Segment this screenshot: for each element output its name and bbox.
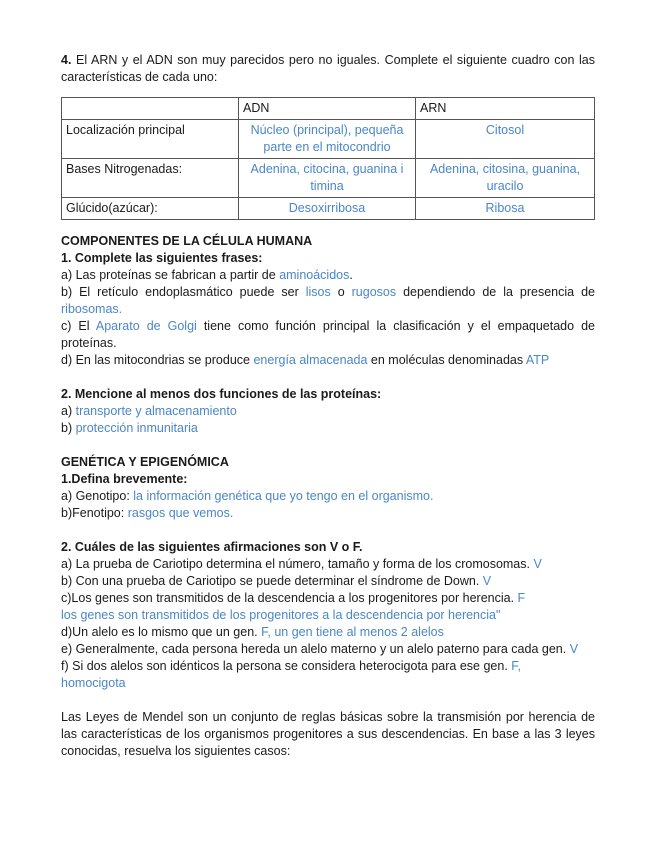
sentence-text: en moléculas denominadas [367,353,526,367]
sentence-text: tiene como función principal la clasificación y el empaquetado de proteínas. [61,319,596,350]
table-header-cell: ARN [416,98,595,120]
table-cell: Ribosa [416,198,595,220]
sentence-text: d) En las mitocondrias se produce [61,353,254,367]
sentence-text: . [349,268,353,282]
answer: la información genética que yo tengo en el organismo. [133,489,434,503]
statement-d [61,624,595,641]
sentence-text: a) [61,404,76,418]
definition-b [61,505,595,522]
answer: V [533,557,542,571]
table-cell: Desoxirribosa [239,198,416,220]
table-cell: Bases Nitrogenadas: [62,159,239,198]
table-cell: Localización principal [62,120,239,159]
sentence-text: c)Los genes son transmitidos de la descendencia a los progenitores por herencia. [61,591,518,605]
statement-b [61,573,595,590]
answer: ribosomas. [61,302,123,316]
answer: F, [511,659,522,673]
section-heading: COMPONENTES DE LA CÉLULA HUMANA [61,234,313,248]
sentence-text: a) Genotipo: [61,489,134,503]
question-text: El ARN y el ADN son muy parecidos pero no iguales. Complete el siguiente cuadro con las características de cada uno: [61,53,595,84]
table-cell: Adenina, citocina, guanina i timina [239,159,416,198]
answer: ATP [525,353,550,367]
adn-arn-table [61,97,595,220]
table-header-row [62,98,595,120]
document-page [61,52,595,760]
table-row [62,198,595,220]
answer: protección inmunitaria [75,421,198,435]
answer: lisos [305,285,331,299]
answer: Aparato de Golgi [95,319,197,333]
answer: transporte y almacenamiento [75,404,237,418]
statement-c [61,590,595,607]
sentence-text: c) El [61,319,96,333]
table-row [62,159,595,198]
statement-e [61,641,595,658]
sentence-text: dependiendo de la presencia de [396,285,595,299]
sentence-text: o [330,285,352,299]
statement-c-correction: los genes son transmitidos de los progenitores a la descendencia por herencia" [61,608,501,622]
table-cell: Citosol [416,120,595,159]
answer: rasgos que vemos. [127,506,234,520]
question-title: 1.Defina brevemente: [61,472,188,486]
sentence-text: a) La prueba de Cariotipo determina el número, tamaño y forma de los cromosomas. [61,557,534,571]
question-number: 4. [61,53,72,67]
sentence-d [61,352,595,369]
sentence-text: a) Las proteínas se fabrican a partir de [61,268,280,282]
function-a [61,403,595,420]
table-header-cell: ADN [239,98,416,120]
table-row [62,120,595,159]
answer: energía almacenada [253,353,368,367]
question-title: 1. Complete las siguientes frases: [61,251,263,265]
sentence-text: b)Fenotipo: [61,506,128,520]
table-cell: Glúcido(azúcar): [62,198,239,220]
answer: rugosos [351,285,397,299]
sentence-b [61,284,595,318]
answer: aminoácidos [279,268,350,282]
statement-a [61,556,595,573]
sentence-text: d)Un alelo es lo mismo que un gen. [61,625,262,639]
sentence-a [61,267,595,284]
section-heading: GENÉTICA Y EPIGENÓMICA [61,455,229,469]
table-cell: Núcleo (principal), pequeña parte en el mitocondrio [239,120,416,159]
sentence-text: b) El retículo endoplasmático puede ser [61,285,306,299]
question-title: 2. Cuáles de las siguientes afirmaciones son V o F. [61,540,363,554]
table-cell: Adenina, citosina, guanina, uracilo [416,159,595,198]
question-4 [61,52,595,86]
statement-f [61,658,595,675]
sentence-text: b) [61,421,76,435]
sentence-text: e) Generalmente, cada persona hereda un alelo materno y un alelo paterno para cada gen. [61,642,570,656]
statement-f-correction: homocigota [61,676,126,690]
answer: F [517,591,526,605]
answer: F, un gen tiene al menos 2 alelos [261,625,444,639]
answer: V [569,642,579,656]
sentence-text: b) Con una prueba de Cariotipo se puede determinar el síndrome de Down. [61,574,483,588]
mendel-paragraph: Las Leyes de Mendel son un conjunto de reglas básicas sobre la transmisión por herencia de las características de los organismos progenitores a sus descendencias. En base a las 3 leyes conocidas, resuelva los siguientes casos: [61,710,595,758]
definition-a [61,488,595,505]
answer: V [482,574,492,588]
table-header-cell [62,98,239,120]
question-title: 2. Mencione al menos dos funciones de las proteínas: [61,387,382,401]
sentence-text: f) Si dos alelos son idénticos la persona se considera heterocigota para ese gen. [61,659,512,673]
sentence-c [61,318,595,352]
function-b [61,420,595,437]
